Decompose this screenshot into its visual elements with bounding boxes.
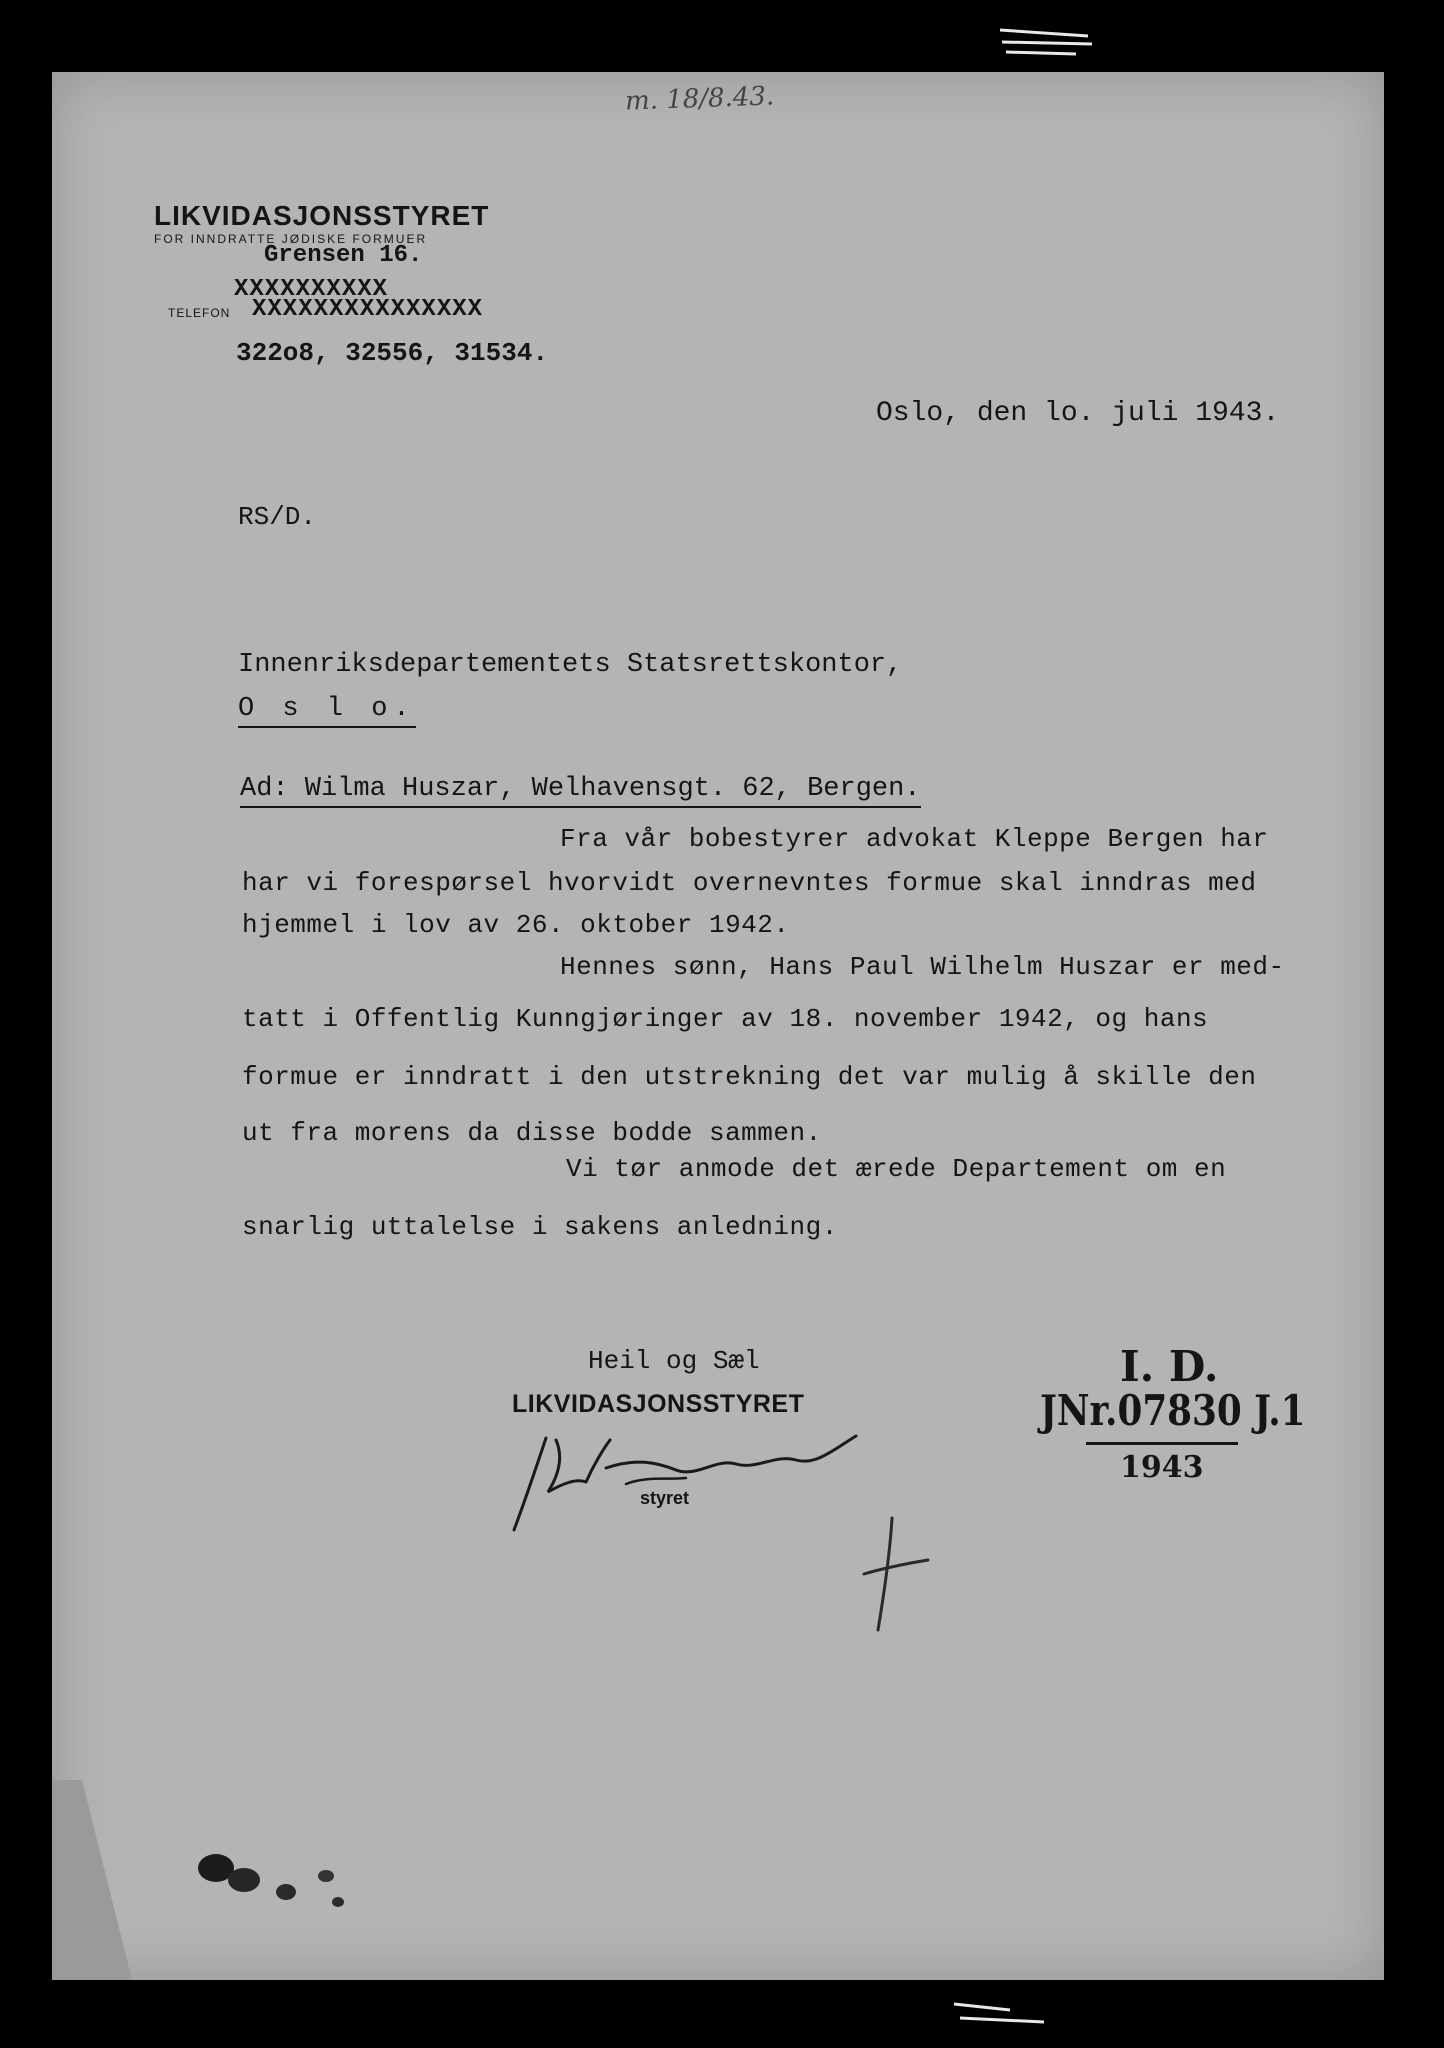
handwritten-signature [486,1418,886,1548]
stamp-rule [1086,1442,1238,1445]
letterhead-address: Grensen 16. [264,242,423,269]
signature-organization: LIKVIDASJONSSTYRET [512,1390,805,1418]
pencil-mark [844,1514,944,1634]
recipient-name: Innenriksdepartementets Statsrettskontor, [238,650,903,680]
body-line: formue er inndratt i den utstrekning det var mulig å skille den [242,1062,1257,1092]
closing-salutation: Heil og Sæl [588,1346,760,1376]
signature-title: styret [640,1488,690,1508]
phone-numbers: 322o8, 32556, 31534. [236,338,549,368]
recipient-city: O s l o. [238,694,416,728]
ink-smudge [186,1840,366,1920]
date-line: Oslo, den lo. juli 1943. [876,398,1280,429]
body-line: Fra vår bobestyrer advokat Kleppe Bergen har [560,824,1269,854]
stamp-id: I. D. [1120,1342,1219,1391]
pencil-note: m. 18/8.43. [624,81,775,117]
body-line: har vi forespørsel hvorvidt overnevntes formue skal inndras med [242,868,1257,898]
body-line: tatt i Offentlig Kunngjøringer av 18. november 1942, og hans [242,1004,1209,1034]
stamp-year: 1943 [1120,1450,1204,1485]
body-line: hjemmel i lov av 26. oktober 1942. [242,910,790,940]
body-line: snarlig uttalelse i sakens anledning. [242,1212,838,1242]
body-line: Vi tør anmode det ærede Departement om en [566,1154,1227,1184]
body-line: ut fra morens da disse bodde sammen. [242,1118,822,1148]
subject-line: Ad: Wilma Huszar, Welhavensgt. 62, Bergen. [240,774,921,808]
edge-mark [996,24,1096,64]
reference-code: RS/D. [238,502,317,532]
folded-corner [52,1780,132,1980]
body-line: Hennes sønn, Hans Paul Wilhelm Huszar er med- [560,952,1285,982]
letterhead-subtitle: FOR INNDRATTE JØDISKE FORMUER [154,232,428,246]
struck-out-phone: XXXXXXXXXXXXXXX [252,296,484,323]
stamp-journal-number: JNr.07830 J.1 [1040,1386,1306,1435]
edge-mark [950,1996,1050,2036]
struck-out-line: XXXXXXXXXX [234,276,389,303]
telefon-label: TELEFON [168,306,231,320]
letterhead-title: LIKVIDASJONSSTYRET [154,200,490,231]
